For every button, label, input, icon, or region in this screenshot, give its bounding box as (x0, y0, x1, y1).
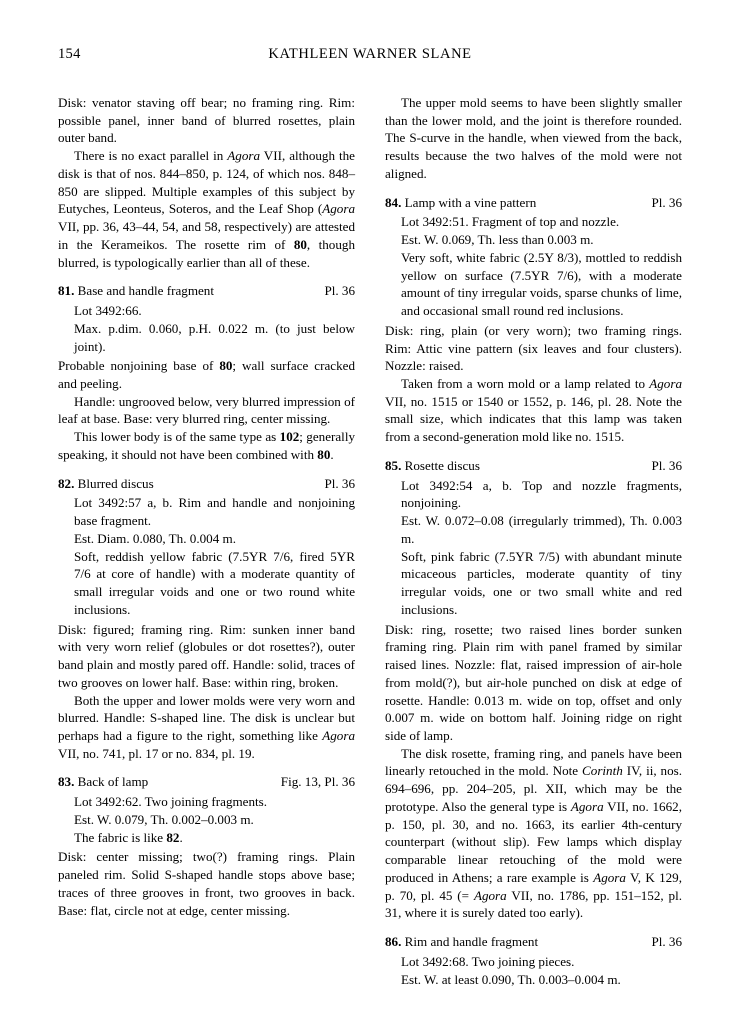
text-seg: VII, pp. 36, 43–44, 54, and 58, respectively) are attested in the Kerameikos. The rosette rim of (58, 219, 355, 252)
italic-agora: Agora (473, 887, 507, 903)
entry-85-lot: Lot 3492:54 a, b. Top and nozzle fragments, nonjoining. (401, 477, 682, 511)
entry-85-fabric: Soft, pink fabric (7.5YR 7/5) with abundant minute micaceous particles, moderate quantity of tiny irregular voids, one or two small white and red inclusions. (401, 548, 682, 617)
entry-81-desc-2: Handle: ungrooved below, very blurred impression of leaf at base. Base: very blurred ring, center missing. (58, 393, 355, 427)
entry-85-plate: Pl. 36 (651, 457, 682, 473)
entry-82-fabric: Soft, reddish yellow fabric (7.5YR 7/6, fired 5YR 7/6 at core of handle) with a moderate quantity of small irregular voids and one or two round white inclusions. (74, 548, 355, 617)
entry-81-dims: Max. p.dim. 0.060, p.H. 0.022 m. (to just below joint). (74, 320, 355, 354)
entry-82-title: Blurred discus (77, 475, 154, 491)
text-seg: The disk rosette, framing ring, and panels have been linearly retouched in the mold. Note (385, 745, 682, 779)
catalog-entry-84 (385, 194, 682, 446)
catalog-entry-81 (58, 282, 355, 463)
entry-81-title: Base and handle fragment (77, 283, 214, 299)
italic-agora: Agora (593, 869, 626, 885)
entry-85-dims: Est. W. 0.072–0.08 (irregularly trimmed), Th. 0.003 m. (401, 513, 682, 546)
entry-84-desc-1: Disk: ring, plain (or very worn); two framing rings. Rim: Attic vine pattern (six leaves and four clusters). Nozzle: raised. (385, 322, 682, 374)
entry-81-desc-3 (58, 428, 355, 463)
entry-81-plate: Pl. 36 (324, 283, 355, 299)
text-seg: V, K 129, p. 70, pl. 45 (= (385, 869, 682, 903)
entry-86-header (385, 933, 682, 951)
entry-84-header (385, 194, 682, 212)
running-head-title: KATHLEEN WARNER SLANE (268, 46, 472, 62)
entry-86-number: 86. (385, 934, 402, 950)
entry-86-lot: Lot 3492:68. Two joining pieces. (401, 953, 575, 969)
entry-86-dims: Est. W. at least 0.090, Th. 0.003–0.004 m. (401, 971, 621, 987)
text-seg: There is no exact parallel in (74, 148, 228, 164)
entry-82-header (58, 475, 355, 493)
page-number: 154 (58, 46, 81, 62)
entry-85-title: Rosette discus (404, 457, 480, 473)
entry-84-plate: Pl. 36 (651, 194, 682, 210)
entry-83-lot: Lot 3492:62. Two joining fragments. (74, 794, 268, 810)
entry-82-number: 82. (58, 475, 75, 491)
entry-85-header (385, 457, 682, 475)
entry-83-plate: Fig. 13, Pl. 36 (280, 774, 355, 790)
catalog-ref: 80 (317, 446, 331, 462)
entry-85-desc-2 (385, 745, 682, 922)
entry-82-title-line (58, 475, 154, 493)
entry-84-title: Lamp with a vine pattern (404, 194, 537, 210)
entry-83-header (58, 773, 355, 791)
paragraph-agora-parallel (58, 147, 355, 271)
entry-86-title-line (385, 933, 538, 951)
text-seg: VII, no. 741, pl. 17 or no. 834, pl. 19. (58, 745, 255, 761)
entry-82-lot: Lot 3492:57 a, b. Rim and handle and nonjoining base fragment. (74, 495, 355, 529)
entry-82-plate: Pl. 36 (324, 475, 355, 491)
entry-84-number: 84. (385, 194, 402, 210)
text-seg: VII, although the disk is that of nos. 844–850, p. 124, of which nos. 848–850 are slipped. Multiple examples of this subject by Eutyches, Leonteus, Soteros, and the Leaf Shop ( (58, 148, 355, 217)
catalog-entry-82 (58, 475, 355, 763)
entry-81-title-line (58, 282, 214, 300)
entry-83-number: 83. (58, 774, 75, 790)
text-seg: VII, no. 1515 or 1540 or 1552, p. 146, pl. 28. Note the small size, which indicates that this lamp was taken from a second-generation mold like no. 1515. (385, 393, 682, 445)
catalog-entry-85 (385, 457, 682, 922)
text-seg: The fabric is like (74, 829, 167, 845)
text-seg: Both the upper and lower molds were very worn and blurred. Handle: S-shaped line. The disk is unclear but perhaps had a figure to the right, something like (58, 692, 355, 743)
text-seg: ; generally speaking, it should not have been combined with (58, 429, 356, 462)
italic-agora: Agora (227, 148, 261, 164)
italic-corinth: Corinth (582, 763, 623, 779)
text-seg: This lower body is of the same type as (74, 429, 280, 445)
text-seg: VII, no. 1786, pp. 151–152, pl. 31, where it is surely dated too early). (385, 887, 683, 921)
italic-agora: Agora (322, 201, 355, 217)
entry-81-header (58, 282, 355, 300)
text-seg: . (330, 446, 334, 462)
entry-83-title: Back of lamp (77, 774, 149, 790)
entry-83-fabric (58, 829, 355, 847)
entry-81-lot: Lot 3492:66. (74, 303, 142, 319)
entry-85-number: 85. (385, 457, 402, 473)
left-column (58, 94, 355, 988)
entry-83-desc-1: Disk: center missing; two(?) framing rings. Plain paneled rim. Solid S-shaped handle stops above base; traces of three grooves in front, two grooves in back. Base: flat, circle not at edge, center missing. (58, 849, 355, 918)
entry-82-dims: Est. Diam. 0.080, Th. 0.004 m. (74, 530, 236, 546)
catalog-ref: 102 (279, 429, 300, 445)
text-seg: . (179, 829, 183, 845)
entry-84-lot: Lot 3492:51. Fragment of top and nozzle. (401, 214, 620, 230)
entry-82-desc-1: Disk: figured; framing ring. Rim: sunken inner band with very worn relief (globules or dot rosettes?), outer band plain and mostly pared off. Handle: solid, traces of two grooves on lower half. Base: within ring, broken. (58, 621, 355, 690)
entry-85-desc-1: Disk: ring, rosette; two raised lines border sunken framing ring. Plain rim with panel framed by similar raised lines. Nozzle: flat, raised impression of air-hole from mold(?), but air-hole punched on disk at edge of rosette. Handle: 0.013 m. wide on top, offset and only 0.007 m. wide on bottom half. Joining ridge on right side of lamp. (385, 621, 682, 743)
entry-84-title-line (385, 194, 536, 212)
entry-86-plate: Pl. 36 (651, 934, 682, 950)
entry-84-desc-2 (385, 375, 682, 446)
entry-84-dims: Est. W. 0.069, Th. less than 0.003 m. (401, 232, 594, 248)
italic-agora: Agora (570, 798, 604, 814)
text-seg: ; wall surface cracked and peeling. (58, 358, 355, 392)
paragraph-upper-mold: The upper mold seems to have been slightly smaller than the lower mold, and the joint is therefore rounded. The S-curve in the handle, when viewed from the back, results because the two halves of the mold were not aligned. (385, 95, 682, 181)
catalog-ref: 80 (219, 358, 233, 374)
entry-82-desc-2 (58, 692, 355, 763)
entry-83-title-line (58, 773, 148, 791)
entry-86-title: Rim and handle fragment (404, 934, 539, 950)
paragraph-disk-venator: Disk: venator staving off bear; no framing ring. Rim: possible panel, inner band of blurred rosettes, plain outer band. (58, 95, 355, 146)
entry-84-fabric: Very soft, white fabric (2.5Y 8/3), mottled to reddish yellow on surface (7.5YR 7/6), with a moderate amount of tiny irregular voids, sparse chunks of lime, and occasional small round red inclusions. (401, 249, 682, 319)
running-head (58, 46, 682, 80)
catalog-ref: 80 (293, 236, 307, 252)
entry-81-number: 81. (58, 283, 75, 299)
catalog-entry-86 (385, 933, 682, 988)
italic-agora: Agora (649, 376, 682, 392)
text-seg: IV, ii, nos. 694–696, pp. 204–205, pl. XII, which may be the prototype. Also the general type is (385, 763, 683, 814)
entry-81-desc-1 (58, 357, 355, 392)
text-seg: Taken from a worn mold or a lamp related to (401, 376, 650, 392)
text-seg: Probable nonjoining base of (58, 358, 220, 374)
two-column-body (58, 94, 682, 988)
entry-85-title-line (385, 457, 480, 475)
entry-83-dims: Est. W. 0.079, Th. 0.002–0.003 m. (74, 811, 254, 827)
right-column (385, 94, 682, 988)
italic-agora: Agora (322, 727, 355, 743)
catalog-ref: 82 (166, 829, 180, 845)
text-seg: VII, no. 1662, p. 150, pl. 30, and no. 1663, its earlier 4th-century counterpart (without slip). Few lamps which display comparable linear retouching of the mold were produced in Athens; a rare example is (385, 798, 682, 885)
text-seg: , though blurred, is typologically earlier than all of these. (58, 236, 355, 270)
catalog-entry-83 (58, 773, 355, 919)
